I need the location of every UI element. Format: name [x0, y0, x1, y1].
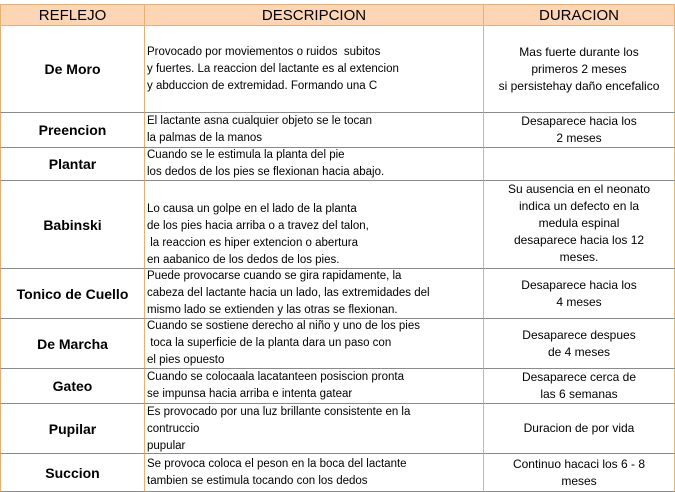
reflex-name-cell[interactable]: De Marcha [0, 319, 145, 369]
duration-line: Duracion de por vida [523, 421, 635, 435]
description-cell[interactable] [145, 181, 484, 269]
description-line: Provocado por moviementos o ruidos subitos [147, 45, 381, 58]
description-cell[interactable] [145, 454, 484, 492]
header-descripcion[interactable]: DESCRIPCION [145, 4, 484, 26]
duration-line: meses [561, 473, 597, 488]
reflex-name-cell[interactable]: Pupilar [0, 404, 145, 454]
duration-line: Mas fuerte durante los [519, 44, 639, 59]
duration-cell[interactable] [484, 369, 675, 404]
table-row [0, 319, 675, 369]
duration-cell[interactable] [484, 148, 675, 181]
description-cell[interactable] [145, 369, 484, 404]
duration-line: las 6 semanas [540, 387, 618, 401]
duration-line: desaparece hacia los 12 [513, 233, 645, 247]
description-cell[interactable] [145, 148, 484, 181]
header-reflejo[interactable]: REFLEJO [0, 4, 145, 26]
description-line: mismo lado se extienden y las otras se flexionan. [147, 304, 398, 316]
description-cell[interactable] [145, 269, 484, 319]
duration-cell[interactable] [484, 454, 675, 492]
reflex-name-cell[interactable]: Gateo [0, 369, 145, 404]
description-line: Cuando se sostiene derecho al niño y uno de los pies [147, 320, 420, 332]
description-line: cabeza del lactante hacia un lado, las extremidades del [147, 287, 430, 299]
duration-line: primeros 2 meses [531, 61, 627, 76]
description-line: se impunsa hacia arriba e intenta gatear [147, 388, 353, 400]
table-row [0, 113, 675, 148]
description-line: tambien se estimula tocando con los dedos [147, 474, 368, 487]
duration-line: de 4 meses [547, 344, 611, 359]
reflex-name-cell[interactable]: Tonico de Cuello [0, 269, 145, 319]
description-line: Se provoca coloca el peson en la boca del lactante [147, 457, 407, 470]
description-line: Cuando se le estimula la planta del pie [147, 149, 345, 161]
description-line: Es provocado por una luz brillante consistente en la [147, 406, 411, 418]
duration-cell[interactable] [484, 181, 675, 269]
description-line: en aabanico de los dedos de los pies. [147, 253, 340, 266]
description-line: contruccio [147, 423, 200, 435]
description-line: Puede provocarse cuando se gira rapidamente, la [147, 270, 402, 282]
duration-line: Continuo hacaci los 6 - 8 [512, 456, 646, 471]
description-line: el pies opuesto [147, 354, 225, 366]
duration-line: medula espinal [538, 216, 620, 230]
table-row [0, 26, 675, 113]
description-cell[interactable] [145, 26, 484, 113]
description-line: Cuando se colocaala lacatanteen posiscion pronta [147, 371, 405, 383]
duration-line: Su ausencia en el neonato [507, 182, 651, 196]
description-cell[interactable] [145, 113, 484, 148]
duration-cell[interactable] [484, 269, 675, 319]
description-line: y abduccion de extremidad. Formando una C [147, 79, 378, 92]
duration-line: meses. [559, 250, 599, 264]
table-row [0, 269, 675, 319]
description-cell[interactable] [145, 404, 484, 454]
description-line: de los pies hacia arriba o a travez del talon, [147, 219, 369, 232]
reflex-name-cell[interactable]: De Moro [0, 26, 145, 113]
duration-line: 4 meses [556, 294, 602, 309]
description-cell[interactable] [145, 319, 484, 369]
duration-line: Desaparece despues [522, 327, 636, 342]
reflex-name-cell[interactable]: Preencion [0, 113, 145, 148]
duration-line: Desaparece cerca de [521, 370, 637, 384]
duration-cell[interactable] [484, 113, 675, 148]
duration-line: Desaparece hacia los [521, 277, 637, 292]
table-row [0, 454, 675, 492]
table-row [0, 404, 675, 454]
reflex-name-cell[interactable]: Babinski [0, 181, 145, 269]
description-line: pupular [147, 440, 186, 452]
duration-cell[interactable] [484, 404, 675, 454]
reflex-name-cell[interactable]: Succion [0, 454, 145, 492]
description-line: la palmas de la manos [147, 132, 263, 144]
duration-cell[interactable] [484, 26, 675, 113]
duration-line: 2 meses [556, 131, 602, 145]
table-row [0, 148, 675, 181]
duration-line: si persistehay daño encefalico [498, 78, 660, 93]
table-row [0, 181, 675, 269]
duration-line: indica un defecto en la [518, 199, 640, 213]
table-row [0, 369, 675, 404]
description-line: y fuertes. La reaccion del lactante es al extencion [147, 62, 399, 75]
duration-line: Desaparece hacia los [521, 114, 637, 128]
header-duracion[interactable]: DURACION [484, 4, 675, 26]
duration-cell[interactable] [484, 319, 675, 369]
description-line: El lactante asna cualquier objeto se le tocan [147, 115, 373, 127]
table-header [0, 4, 675, 26]
description-line: la reaccion es hiper extencion o abertura [147, 236, 358, 249]
description-line: toca la superficie de la planta dara un paso con [147, 337, 392, 349]
description-line: Lo causa un golpe en el lado de la planta [147, 202, 357, 215]
reflex-name-cell[interactable]: Plantar [0, 148, 145, 181]
description-line: los dedos de los pies se flexionan hacia abajo. [147, 166, 385, 178]
